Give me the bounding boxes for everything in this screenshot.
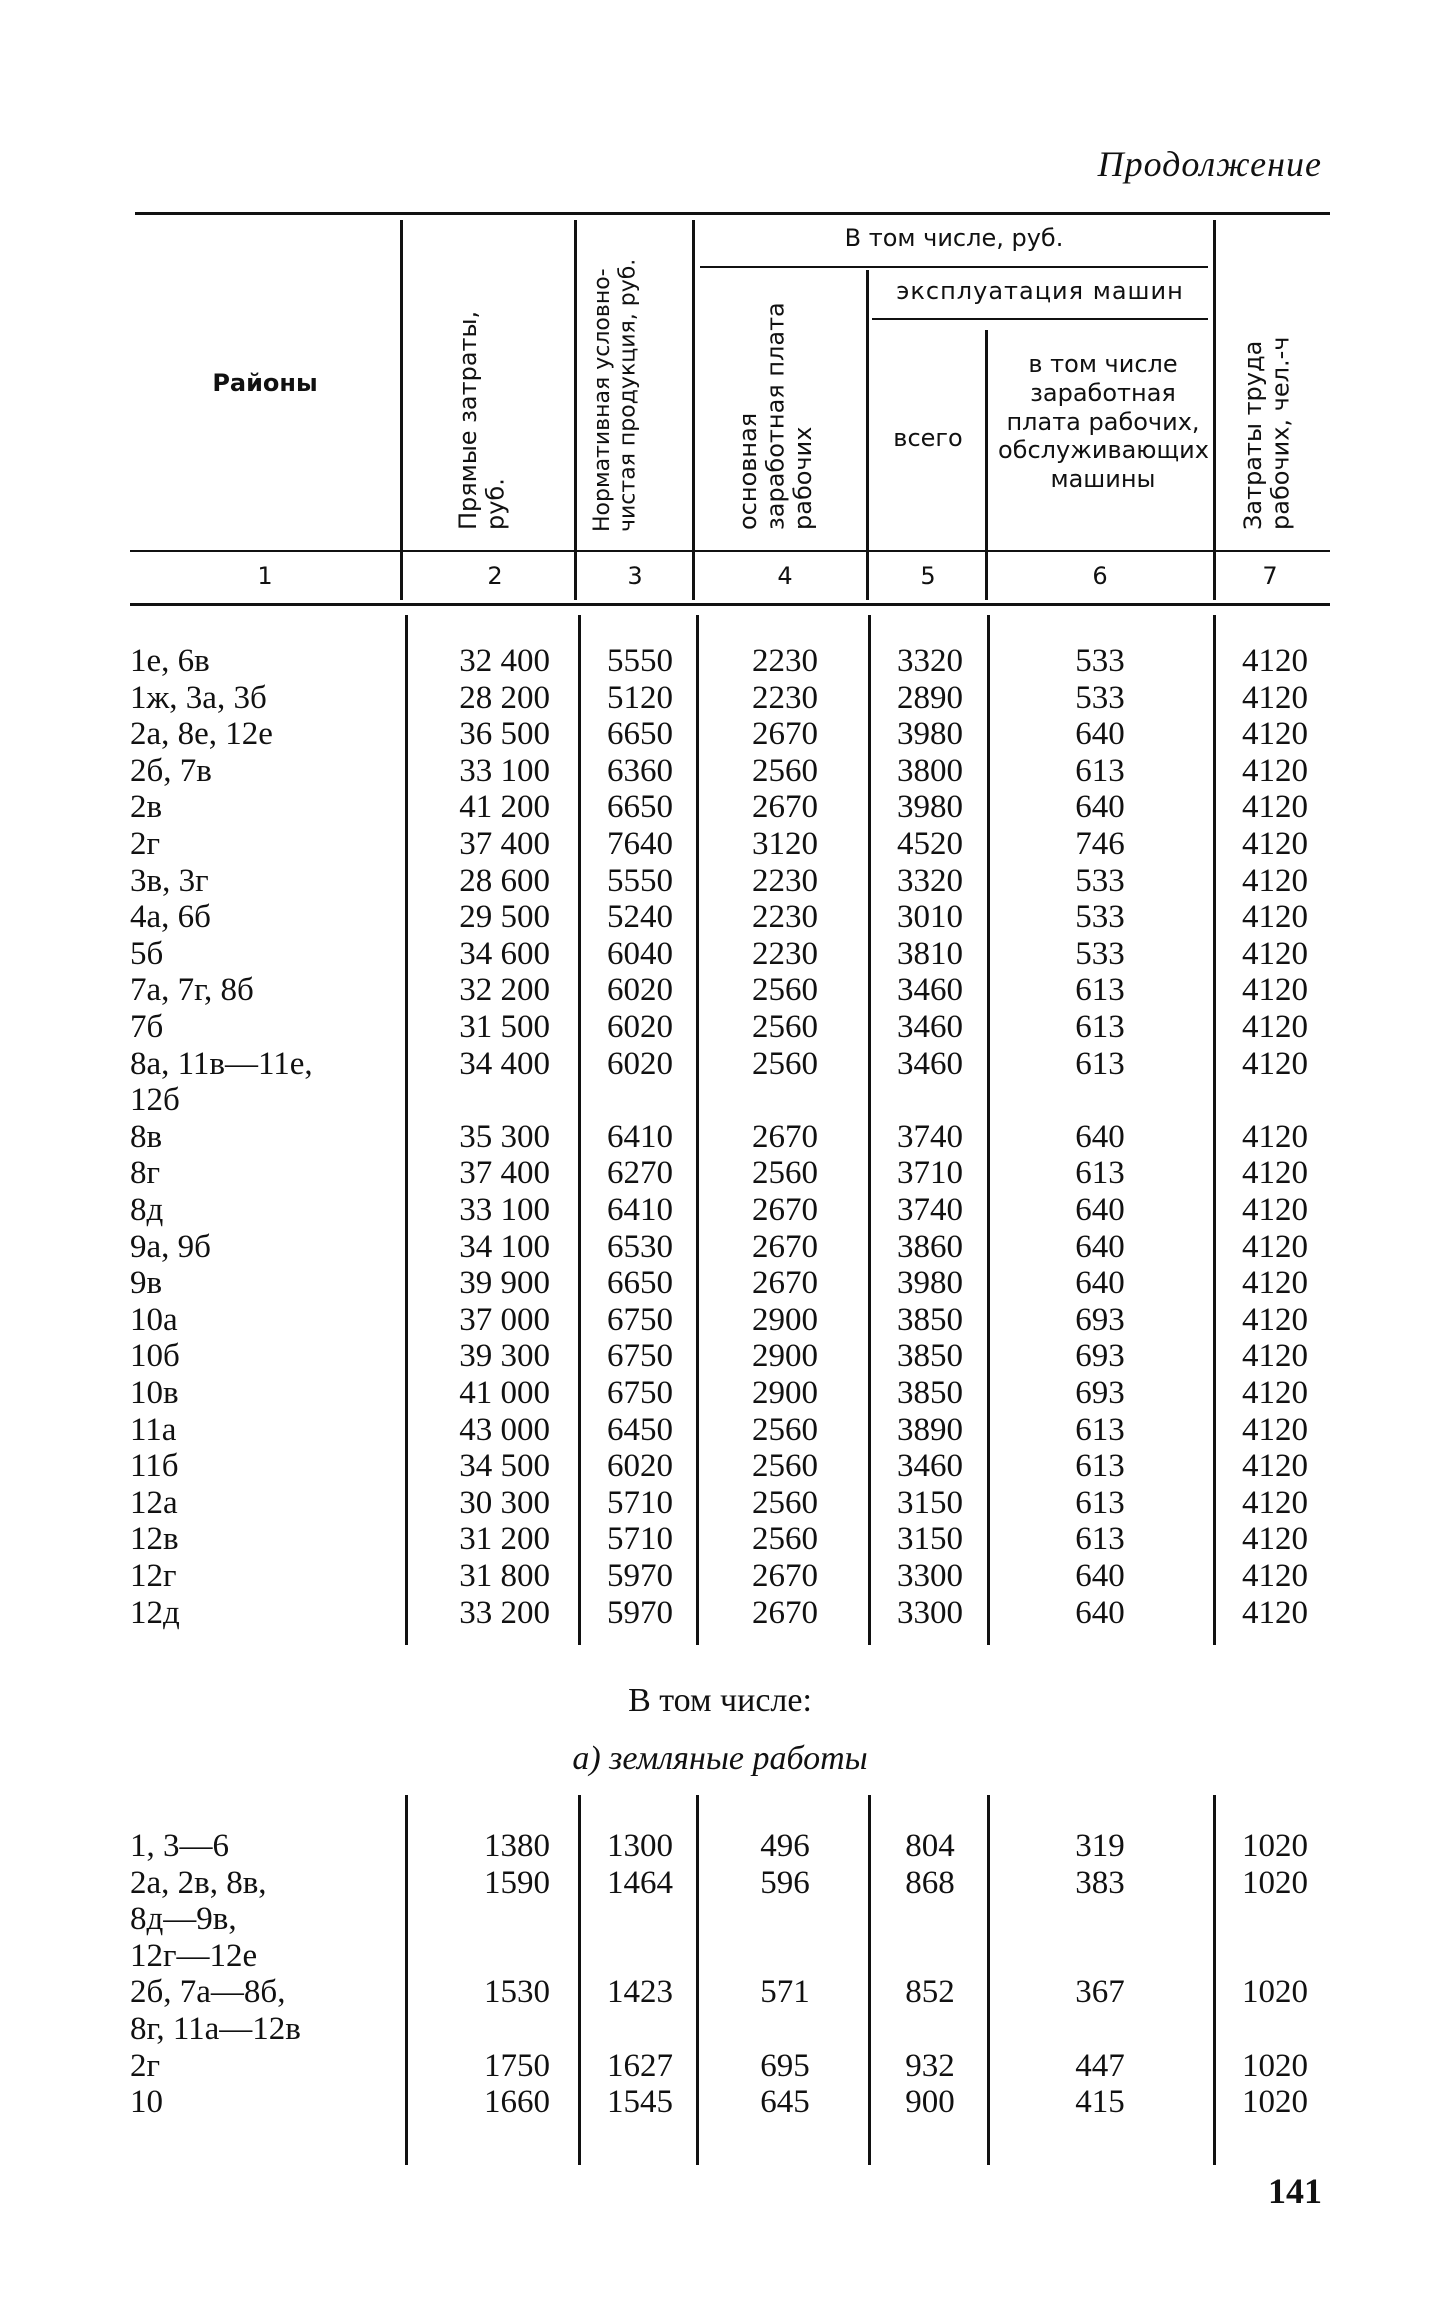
cell-normative-output: 5550 bbox=[607, 643, 673, 679]
cell-machine-wages: 383 bbox=[1075, 1864, 1125, 1901]
cell-base-wages: 695 bbox=[760, 2047, 810, 2084]
earth-vline-6 bbox=[1213, 1795, 1216, 2165]
cell-machine-total: 3460 bbox=[897, 1009, 963, 1045]
cell-machine-wages: 533 bbox=[1075, 862, 1125, 899]
cell-region: 4а, 6б bbox=[130, 899, 211, 936]
cell-normative-output: 5970 bbox=[607, 1594, 673, 1631]
body-vline-2 bbox=[578, 615, 581, 1645]
cell-normative-output: 6410 bbox=[607, 1118, 673, 1155]
cell-machine-wages: 693 bbox=[1075, 1338, 1125, 1375]
cell-direct-costs: 37 000 bbox=[459, 1301, 550, 1338]
cell-normative-output: 6270 bbox=[607, 1155, 673, 1192]
cell-normative-output: 1423 bbox=[607, 1974, 673, 2011]
cell-region: 7б bbox=[130, 1009, 164, 1045]
header-vline-3 bbox=[692, 220, 695, 600]
cell-region: 2а, 2в, 8в, bbox=[130, 1864, 267, 1901]
cell-labor-costs: 4120 bbox=[1242, 1265, 1308, 1302]
cell-direct-costs: 43 000 bbox=[459, 1411, 550, 1448]
header-vline-5 bbox=[985, 330, 988, 600]
section-including: В том числе: bbox=[628, 1682, 812, 1719]
cell-direct-costs: 1530 bbox=[484, 1974, 550, 2011]
cell-base-wages: 2230 bbox=[752, 862, 818, 899]
cell-direct-costs: 1750 bbox=[484, 2047, 550, 2084]
cell-normative-output: 1627 bbox=[607, 2047, 673, 2084]
cell-machine-total: 3010 bbox=[897, 899, 963, 936]
cell-machine-wages: 613 bbox=[1075, 752, 1125, 789]
cell-base-wages: 2560 bbox=[752, 1411, 818, 1448]
cell-normative-output: 6650 bbox=[607, 1265, 673, 1302]
earth-vline-2 bbox=[578, 1795, 581, 2165]
header-subrule-1 bbox=[700, 266, 1208, 268]
cell-normative-output: 6450 bbox=[607, 1411, 673, 1448]
header-including-rub: В том числе, руб. bbox=[844, 224, 1064, 252]
cell-direct-costs: 32 200 bbox=[459, 972, 550, 1009]
cell-machine-wages: 367 bbox=[1075, 1974, 1125, 2011]
cell-base-wages: 2670 bbox=[752, 1594, 818, 1631]
cell-labor-costs: 4120 bbox=[1242, 643, 1308, 679]
cell-base-wages: 2670 bbox=[752, 1118, 818, 1155]
cell-labor-costs: 4120 bbox=[1242, 1375, 1308, 1411]
cell-region: 9в bbox=[130, 1265, 163, 1302]
cell-machine-total: 3740 bbox=[897, 1192, 963, 1228]
cell-machine-total: 3740 bbox=[897, 1118, 963, 1155]
cell-base-wages: 2900 bbox=[752, 1375, 818, 1411]
colnum-3: 3 bbox=[627, 562, 643, 590]
header-labor-costs: Затраты труда рабочих, чел.-ч bbox=[1239, 336, 1295, 530]
header-machine-operation: эксплуатация машин bbox=[896, 277, 1184, 305]
cell-region: 11б bbox=[130, 1448, 179, 1485]
cell-base-wages: 2670 bbox=[752, 1192, 818, 1228]
colnum-1: 1 bbox=[257, 562, 273, 590]
cell-direct-costs: 34 400 bbox=[459, 1045, 550, 1082]
cell-machine-wages: 533 bbox=[1075, 935, 1125, 972]
cell-region: 1ж, 3а, 3б bbox=[130, 679, 267, 716]
cell-machine-total: 932 bbox=[905, 2047, 955, 2084]
cell-machine-wages: 640 bbox=[1075, 1192, 1125, 1228]
cell-normative-output: 1545 bbox=[607, 2084, 673, 2121]
cell-machine-total: 3980 bbox=[897, 716, 963, 753]
earth-vline-3 bbox=[696, 1795, 699, 2165]
colnum-4: 4 bbox=[777, 562, 793, 590]
cell-normative-output: 6650 bbox=[607, 789, 673, 826]
cell-base-wages: 596 bbox=[760, 1864, 810, 1901]
cell-machine-wages: 640 bbox=[1075, 1594, 1125, 1631]
body-vline-1 bbox=[405, 615, 408, 1645]
cell-machine-wages: 613 bbox=[1075, 1155, 1125, 1192]
header-vline-2 bbox=[574, 220, 577, 600]
cell-machine-total: 3980 bbox=[897, 789, 963, 826]
cell-machine-total: 3810 bbox=[897, 935, 963, 972]
cell-machine-wages: 640 bbox=[1075, 1118, 1125, 1155]
cell-base-wages: 2560 bbox=[752, 1155, 818, 1192]
cell-region: 2б, 7в bbox=[130, 752, 212, 789]
cell-normative-output: 6650 bbox=[607, 716, 673, 753]
header-vline-1 bbox=[400, 220, 403, 600]
cell-region: 1е, 6в bbox=[130, 643, 210, 679]
cell-normative-output: 6020 bbox=[607, 972, 673, 1009]
cell-direct-costs: 28 200 bbox=[459, 679, 550, 716]
cell-normative-output: 6410 bbox=[607, 1192, 673, 1228]
cell-direct-costs: 33 100 bbox=[459, 752, 550, 789]
cell-region: 8в bbox=[130, 1118, 163, 1155]
cell-labor-costs: 4120 bbox=[1242, 1301, 1308, 1338]
cell-direct-costs: 35 300 bbox=[459, 1118, 550, 1155]
cell-labor-costs: 4120 bbox=[1242, 862, 1308, 899]
cell-normative-output: 6020 bbox=[607, 1009, 673, 1045]
cell-machine-wages: 613 bbox=[1075, 1411, 1125, 1448]
cell-machine-total: 3320 bbox=[897, 643, 963, 679]
cell-base-wages: 2230 bbox=[752, 679, 818, 716]
cell-region: 12а bbox=[130, 1484, 178, 1521]
cell-normative-output: 6750 bbox=[607, 1375, 673, 1411]
cell-labor-costs: 1020 bbox=[1242, 1974, 1308, 2011]
cell-normative-output: 5970 bbox=[607, 1558, 673, 1594]
cell-base-wages: 496 bbox=[760, 1828, 810, 1864]
cell-labor-costs: 4120 bbox=[1242, 972, 1308, 1009]
cell-normative-output: 5710 bbox=[607, 1484, 673, 1521]
cell-labor-costs: 4120 bbox=[1242, 935, 1308, 972]
cell-normative-output: 6750 bbox=[607, 1338, 673, 1375]
cell-base-wages: 2670 bbox=[752, 1228, 818, 1265]
cell-machine-total: 3850 bbox=[897, 1301, 963, 1338]
cell-direct-costs: 1590 bbox=[484, 1864, 550, 1901]
cell-base-wages: 2230 bbox=[752, 899, 818, 936]
cell-machine-wages: 613 bbox=[1075, 1448, 1125, 1485]
cell-direct-costs: 31 800 bbox=[459, 1558, 550, 1594]
cell-normative-output: 5710 bbox=[607, 1521, 673, 1558]
cell-machine-wages: 533 bbox=[1075, 899, 1125, 936]
body-vline-4 bbox=[868, 615, 871, 1645]
cell-labor-costs: 4120 bbox=[1242, 1155, 1308, 1192]
cell-normative-output: 6750 bbox=[607, 1301, 673, 1338]
cell-region: 12г bbox=[130, 1558, 177, 1594]
cell-region: 10а bbox=[130, 1301, 178, 1338]
cell-direct-costs: 34 500 bbox=[459, 1448, 550, 1485]
cell-machine-wages: 533 bbox=[1075, 643, 1125, 679]
cell-direct-costs: 37 400 bbox=[459, 1155, 550, 1192]
cell-region: 11а bbox=[130, 1411, 177, 1448]
cell-base-wages: 2230 bbox=[752, 935, 818, 972]
colnum-bottom-rule bbox=[130, 603, 1330, 606]
cell-direct-costs: 33 100 bbox=[459, 1192, 550, 1228]
cell-machine-total: 3860 bbox=[897, 1228, 963, 1265]
cell-normative-output: 5120 bbox=[607, 679, 673, 716]
cell-base-wages: 2560 bbox=[752, 752, 818, 789]
cell-labor-costs: 4120 bbox=[1242, 1192, 1308, 1228]
cell-labor-costs: 4120 bbox=[1242, 899, 1308, 936]
cell-machine-wages: 640 bbox=[1075, 789, 1125, 826]
cell-base-wages: 2560 bbox=[752, 1045, 818, 1082]
cell-machine-wages: 640 bbox=[1075, 1265, 1125, 1302]
header-top-rule bbox=[135, 212, 1330, 215]
cell-labor-costs: 4120 bbox=[1242, 1484, 1308, 1521]
cell-machine-total: 3850 bbox=[897, 1375, 963, 1411]
cell-region: 10в bbox=[130, 1375, 179, 1411]
cell-labor-costs: 4120 bbox=[1242, 1448, 1308, 1485]
cell-labor-costs: 4120 bbox=[1242, 1411, 1308, 1448]
cell-machine-wages: 693 bbox=[1075, 1301, 1125, 1338]
cell-labor-costs: 4120 bbox=[1242, 1558, 1308, 1594]
cell-machine-total: 3800 bbox=[897, 752, 963, 789]
cell-region: 7а, 7г, 8б bbox=[130, 972, 254, 1009]
earth-vline-5 bbox=[987, 1795, 990, 2165]
cell-base-wages: 2670 bbox=[752, 1558, 818, 1594]
cell-labor-costs: 4120 bbox=[1242, 1594, 1308, 1631]
header-regions: Районы bbox=[212, 369, 318, 397]
body-vline-3 bbox=[696, 615, 699, 1645]
cell-base-wages: 645 bbox=[760, 2084, 810, 2121]
cell-machine-total: 3710 bbox=[897, 1155, 963, 1192]
cell-direct-costs: 41 000 bbox=[459, 1375, 550, 1411]
cell-normative-output: 6020 bbox=[607, 1045, 673, 1082]
header-vline-4 bbox=[866, 270, 869, 600]
cell-machine-total: 868 bbox=[905, 1864, 955, 1901]
cell-labor-costs: 4120 bbox=[1242, 1009, 1308, 1045]
cell-direct-costs: 41 200 bbox=[459, 789, 550, 826]
cell-machine-wages: 613 bbox=[1075, 1045, 1125, 1082]
cell-region: 2в bbox=[130, 789, 163, 826]
continuation-label: Продолжение bbox=[1097, 144, 1322, 184]
cell-normative-output: 1464 bbox=[607, 1864, 673, 1901]
earth-vline-4 bbox=[868, 1795, 871, 2165]
cell-region: 5б bbox=[130, 935, 164, 972]
cell-machine-total: 3460 bbox=[897, 972, 963, 1009]
cell-machine-total: 3320 bbox=[897, 862, 963, 899]
cell-machine-total: 4520 bbox=[897, 826, 963, 862]
cell-normative-output: 6020 bbox=[607, 1448, 673, 1485]
cell-labor-costs: 4120 bbox=[1242, 789, 1308, 826]
cell-machine-total: 3890 bbox=[897, 1411, 963, 1448]
header-bottom-rule bbox=[130, 550, 1330, 552]
cell-region: 3в, 3г bbox=[130, 862, 209, 899]
cell-normative-output: 6040 bbox=[607, 935, 673, 972]
cell-machine-wages: 613 bbox=[1075, 1521, 1125, 1558]
cell-direct-costs: 30 300 bbox=[459, 1484, 550, 1521]
colnum-2: 2 bbox=[487, 562, 503, 590]
cell-machine-wages: 533 bbox=[1075, 679, 1125, 716]
cell-machine-total: 3150 bbox=[897, 1484, 963, 1521]
cell-direct-costs: 37 400 bbox=[459, 826, 550, 862]
cell-direct-costs: 39 300 bbox=[459, 1338, 550, 1375]
cell-labor-costs: 4120 bbox=[1242, 1045, 1308, 1082]
cell-labor-costs: 4120 bbox=[1242, 826, 1308, 862]
header-total: всего bbox=[893, 424, 963, 452]
cell-machine-total: 852 bbox=[905, 1974, 955, 2011]
cell-labor-costs: 1020 bbox=[1242, 2047, 1308, 2084]
cell-normative-output: 5240 bbox=[607, 899, 673, 936]
cell-machine-total: 3300 bbox=[897, 1558, 963, 1594]
cell-region: 12в bbox=[130, 1521, 179, 1558]
cell-region: 2а, 8е, 12е bbox=[130, 716, 273, 753]
cell-region: 12б bbox=[130, 1082, 180, 1119]
cell-machine-wages: 613 bbox=[1075, 972, 1125, 1009]
cell-base-wages: 2670 bbox=[752, 716, 818, 753]
cell-direct-costs: 28 600 bbox=[459, 862, 550, 899]
cell-base-wages: 2670 bbox=[752, 1265, 818, 1302]
cell-region: 8г bbox=[130, 1155, 161, 1192]
cell-direct-costs: 39 900 bbox=[459, 1265, 550, 1302]
cell-direct-costs: 31 200 bbox=[459, 1521, 550, 1558]
cell-normative-output: 5550 bbox=[607, 862, 673, 899]
cell-machine-total: 2890 bbox=[897, 679, 963, 716]
cell-machine-wages: 415 bbox=[1075, 2084, 1125, 2121]
header-base-wages: основная заработная плата рабочих bbox=[734, 302, 818, 530]
cell-base-wages: 2560 bbox=[752, 1484, 818, 1521]
cell-labor-costs: 4120 bbox=[1242, 679, 1308, 716]
cell-direct-costs: 1380 bbox=[484, 1828, 550, 1864]
cell-labor-costs: 4120 bbox=[1242, 1228, 1308, 1265]
cell-direct-costs: 36 500 bbox=[459, 716, 550, 753]
cell-region: 2г bbox=[130, 2047, 161, 2084]
cell-machine-wages: 613 bbox=[1075, 1484, 1125, 1521]
cell-machine-total: 804 bbox=[905, 1828, 955, 1864]
cell-machine-wages: 640 bbox=[1075, 716, 1125, 753]
cell-labor-costs: 1020 bbox=[1242, 2084, 1308, 2121]
cell-base-wages: 2560 bbox=[752, 1009, 818, 1045]
cell-region: 8д—9в, bbox=[130, 1901, 237, 1938]
cell-labor-costs: 4120 bbox=[1242, 1118, 1308, 1155]
cell-direct-costs: 32 400 bbox=[459, 643, 550, 679]
cell-machine-wages: 693 bbox=[1075, 1375, 1125, 1411]
cell-direct-costs: 31 500 bbox=[459, 1009, 550, 1045]
cell-labor-costs: 4120 bbox=[1242, 1521, 1308, 1558]
cell-base-wages: 2670 bbox=[752, 789, 818, 826]
cell-base-wages: 2900 bbox=[752, 1338, 818, 1375]
cell-machine-wages: 640 bbox=[1075, 1228, 1125, 1265]
header-direct-costs: Прямые затраты, руб. bbox=[454, 310, 510, 530]
cell-region: 8г, 11а—12в bbox=[130, 2011, 301, 2047]
cell-region: 2б, 7а—8б, bbox=[130, 1974, 286, 2011]
header-vline-6 bbox=[1213, 220, 1216, 600]
cell-base-wages: 2560 bbox=[752, 1448, 818, 1485]
cell-direct-costs: 34 600 bbox=[459, 935, 550, 972]
cell-region: 8а, 11в—11е, bbox=[130, 1045, 313, 1082]
cell-base-wages: 571 bbox=[760, 1974, 810, 2011]
cell-region: 10б bbox=[130, 1338, 180, 1375]
cell-machine-total: 900 bbox=[905, 2084, 955, 2121]
header-wages-machine-workers: в том числе заработная плата рабочих, обслуживающих машины bbox=[998, 350, 1209, 494]
cell-labor-costs: 4120 bbox=[1242, 716, 1308, 753]
cell-direct-costs: 33 200 bbox=[459, 1594, 550, 1631]
cell-region: 1, 3—6 bbox=[130, 1828, 229, 1864]
cell-labor-costs: 4120 bbox=[1242, 752, 1308, 789]
cell-labor-costs: 1020 bbox=[1242, 1828, 1308, 1864]
cell-normative-output: 6530 bbox=[607, 1228, 673, 1265]
cell-base-wages: 2230 bbox=[752, 643, 818, 679]
cell-machine-total: 3300 bbox=[897, 1594, 963, 1631]
cell-machine-wages: 447 bbox=[1075, 2047, 1125, 2084]
cell-normative-output: 1300 bbox=[607, 1828, 673, 1864]
cell-machine-total: 3460 bbox=[897, 1448, 963, 1485]
cell-normative-output: 7640 bbox=[607, 826, 673, 862]
cell-normative-output: 6360 bbox=[607, 752, 673, 789]
cell-direct-costs: 1660 bbox=[484, 2084, 550, 2121]
cell-machine-wages: 319 bbox=[1075, 1828, 1125, 1864]
cell-labor-costs: 1020 bbox=[1242, 1864, 1308, 1901]
cell-base-wages: 3120 bbox=[752, 826, 818, 862]
cell-region: 10 bbox=[130, 2084, 163, 2121]
cell-region: 12г—12е bbox=[130, 1937, 258, 1974]
cell-machine-wages: 746 bbox=[1075, 826, 1125, 862]
header-normative-output: Нормативная условно-чистая продукция, руб. bbox=[590, 258, 641, 532]
colnum-6: 6 bbox=[1092, 562, 1108, 590]
cell-machine-wages: 640 bbox=[1075, 1558, 1125, 1594]
cell-machine-total: 3850 bbox=[897, 1338, 963, 1375]
page-number: 141 bbox=[1268, 2171, 1322, 2211]
body-vline-6 bbox=[1213, 615, 1216, 1645]
cell-direct-costs: 29 500 bbox=[459, 899, 550, 936]
cell-labor-costs: 4120 bbox=[1242, 1338, 1308, 1375]
section-earthworks: а) земляные работы bbox=[572, 1740, 868, 1777]
cell-base-wages: 2560 bbox=[752, 972, 818, 1009]
header-subrule-2 bbox=[872, 318, 1208, 320]
cell-base-wages: 2560 bbox=[752, 1521, 818, 1558]
cell-region: 8д bbox=[130, 1192, 164, 1228]
cell-machine-wages: 613 bbox=[1075, 1009, 1125, 1045]
cell-region: 2г bbox=[130, 826, 161, 862]
colnum-5: 5 bbox=[920, 562, 936, 590]
cell-machine-total: 3460 bbox=[897, 1045, 963, 1082]
cell-base-wages: 2900 bbox=[752, 1301, 818, 1338]
earth-vline-1 bbox=[405, 1795, 408, 2165]
body-vline-5 bbox=[987, 615, 990, 1645]
cell-region: 9а, 9б bbox=[130, 1228, 211, 1265]
cell-machine-total: 3980 bbox=[897, 1265, 963, 1302]
cell-machine-total: 3150 bbox=[897, 1521, 963, 1558]
cell-region: 12д bbox=[130, 1594, 180, 1631]
cell-direct-costs: 34 100 bbox=[459, 1228, 550, 1265]
colnum-7: 7 bbox=[1262, 562, 1278, 590]
